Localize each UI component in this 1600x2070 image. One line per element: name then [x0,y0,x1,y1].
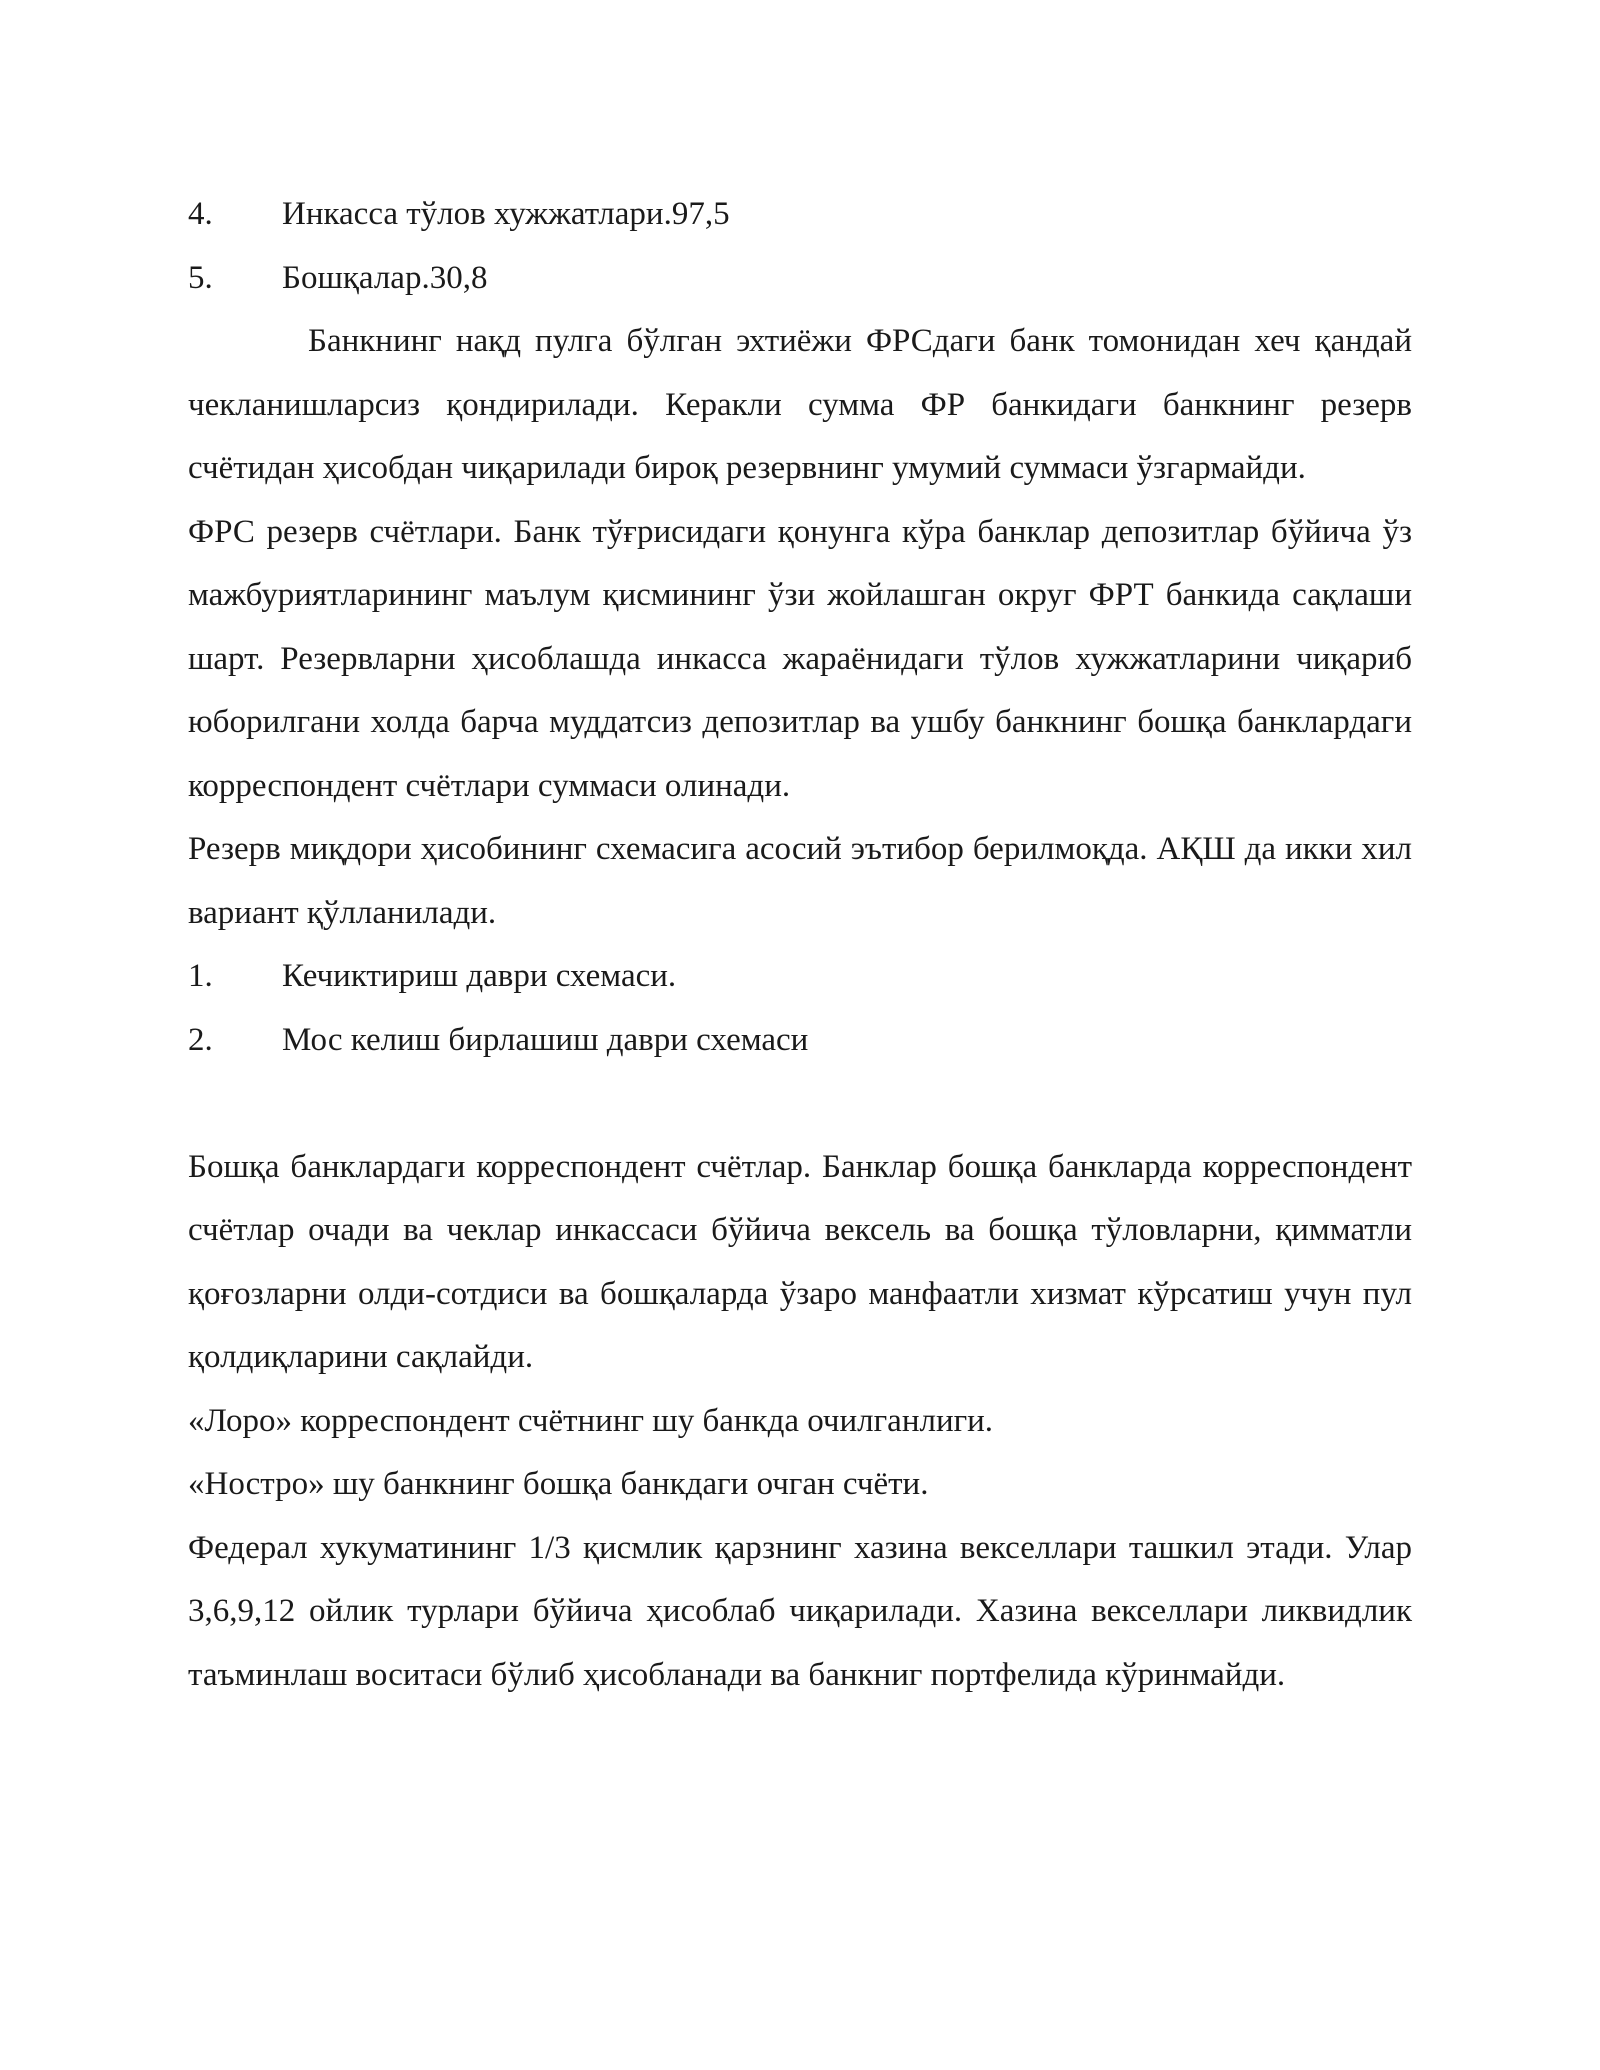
paragraph-frs-reserve-accounts: ФРС резерв счётлари. Банк тўғрисидаги қонунга кўра банклар депозитлар бўйича ўз мажбуриятларининг маълум қисмининг ўзи жойлашган округ ФРТ банкида сақлаши шарт. Резервларни ҳисоблашда инкасса жараёнидаги тўлов хужжатларини чиқариб юборилгани холда барча муддатсиз депозитлар ва ушбу банкнинг бошқа банклардаги корреспондент счётлари суммаси олинади. [188,513,1412,804]
paragraph-cash-needs: Банкнинг нақд пулга бўлган эхтиёжи ФРСдаги банк томонидан хеч қандай чекланишларсиз қондирилади. Керакли сумма ФР банкидаги банкнинг резерв счётидан ҳисобдан чиқарилади бироқ резервнинг умумий суммаси ўзгармайди. [188,323,1412,486]
list-number: 5. [188,259,213,296]
list-number: 4. [188,196,213,232]
list-item [188,183,1412,247]
list-text: Мос келиш бирлашиш даври схемаси [282,1021,809,1058]
list-number: 1. [188,958,213,994]
paragraph-nostro: «Ностро» шу банкнинг бошқа банкдаги очган счёти. [188,1466,929,1502]
list-item [188,247,1412,311]
paragraph-reserve-calculation: Резерв миқдори ҳисобининг схемасига асосий эътибор берилмоқда. АҚШ да икки хил вариант қўлланилади. [188,831,1412,931]
document-page [188,183,1412,1707]
list-text: Бошқалар.30,8 [282,259,488,296]
list-item [188,945,1412,1009]
list-number: 2. [188,1021,213,1058]
list-text: Кечиктириш даври схемаси. [282,958,677,994]
blank-line [188,1072,1412,1136]
list-text: Инкасса тўлов хужжатлари.97,5 [282,196,730,232]
paragraph-correspondent-accounts: Бошқа банклардаги корреспондент счётлар. Банклар бошқа банкларда корреспондент счётлар очади ва чеклар инкассаси бўйича вексель ва бошқа тўловларни, қимматли қоғозларни олди-сотдиси ва бошқаларда ўзаро манфаатли хизмат кўрсатиш учун пул қолдиқларини сақлайди. [188,1148,1412,1375]
list-item [188,1009,1412,1073]
paragraph-treasury-bills: Федерал хукуматининг 1/3 қисмлик қарзнинг хазина векселлари ташкил этади. Улар 3,6,9,12 ойлик турлари бўйича ҳисоблаб чиқарилади. Хазина векселлари ликвидлик таъминлаш воситаси бўлиб ҳисобланади ва банкниг портфелида кўринмайди. [188,1529,1412,1693]
paragraph-loro: «Лоро» корреспондент счётнинг шу банкда очилганлиги. [188,1402,994,1439]
